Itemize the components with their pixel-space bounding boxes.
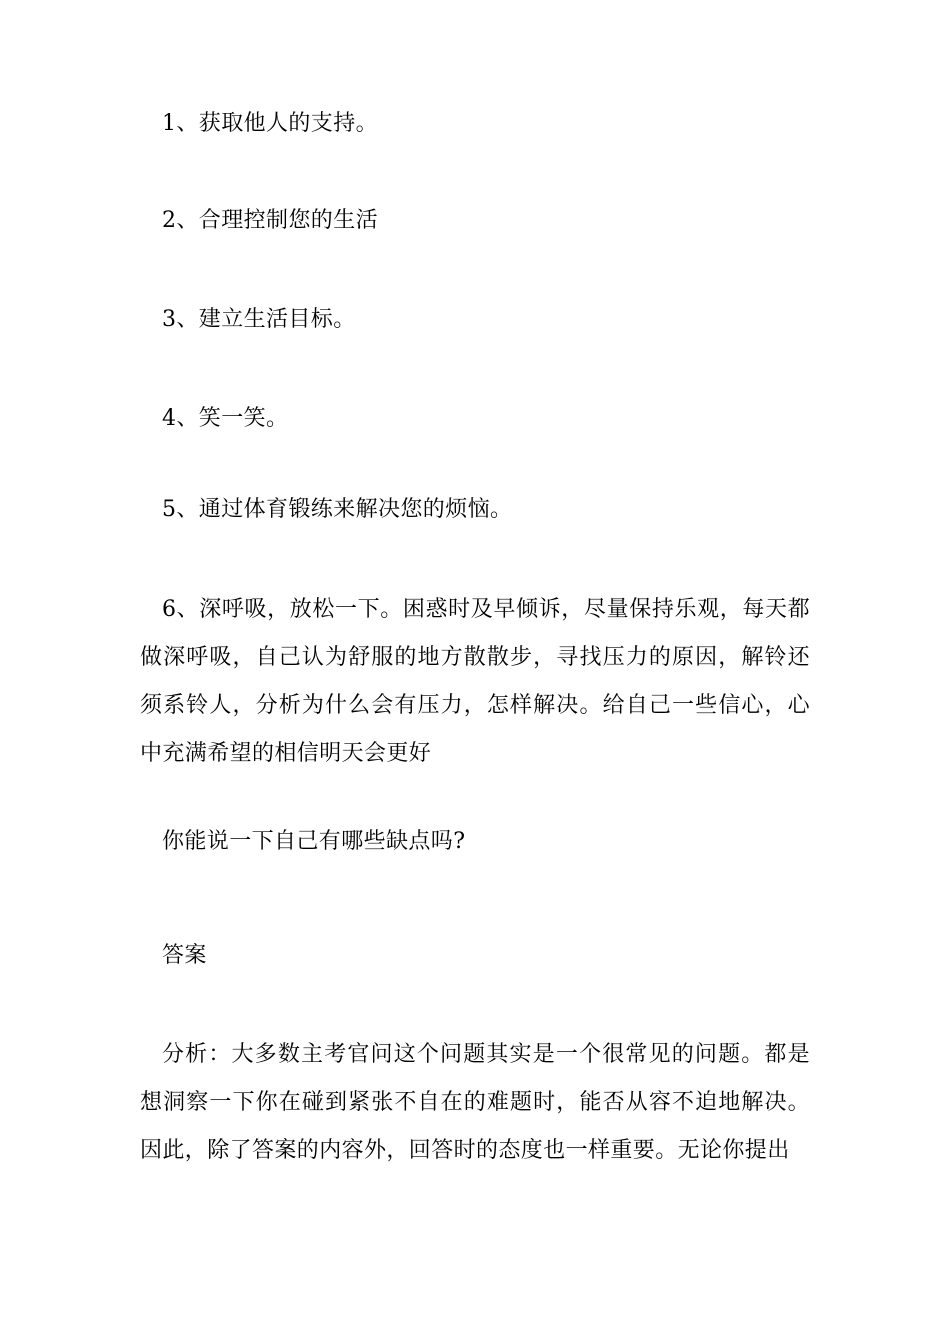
tip-2-paragraph: 2、合理控制您的生活 bbox=[162, 208, 378, 233]
question-paragraph: 你能说一下自己有哪些缺点吗? bbox=[162, 829, 466, 854]
analysis-paragraph: 分析：大多数主考官问这个问题其实是一个很常见的问题。都是想洞察一下你在碰到紧张不自在的难题时，能否从容不迫地解决。因此，除了答案的内容外，回答时的态度也一样重要。无论你提出 bbox=[140, 1042, 810, 1163]
tip-1-paragraph: 1、获取他人的支持。 bbox=[162, 111, 378, 136]
tip-3-paragraph: 3、建立生活目标。 bbox=[162, 307, 356, 332]
tip-5-paragraph: 5、通过体育锻练来解决您的烦恼。 bbox=[162, 497, 513, 522]
tip-6-paragraph: 6、深呼吸，放松一下。困惑时及早倾诉，尽量保持乐观，每天都做深呼吸，自己认为舒服的地方散散步，寻找压力的原因，解铃还须系铃人，分析为什么会有压力，怎样解决。给自己一些信心，心中充满希望的相信明天会更好 bbox=[140, 597, 810, 766]
tip-4-paragraph: 4、笑一笑。 bbox=[162, 406, 289, 431]
answer-heading: 答案 bbox=[162, 943, 207, 968]
